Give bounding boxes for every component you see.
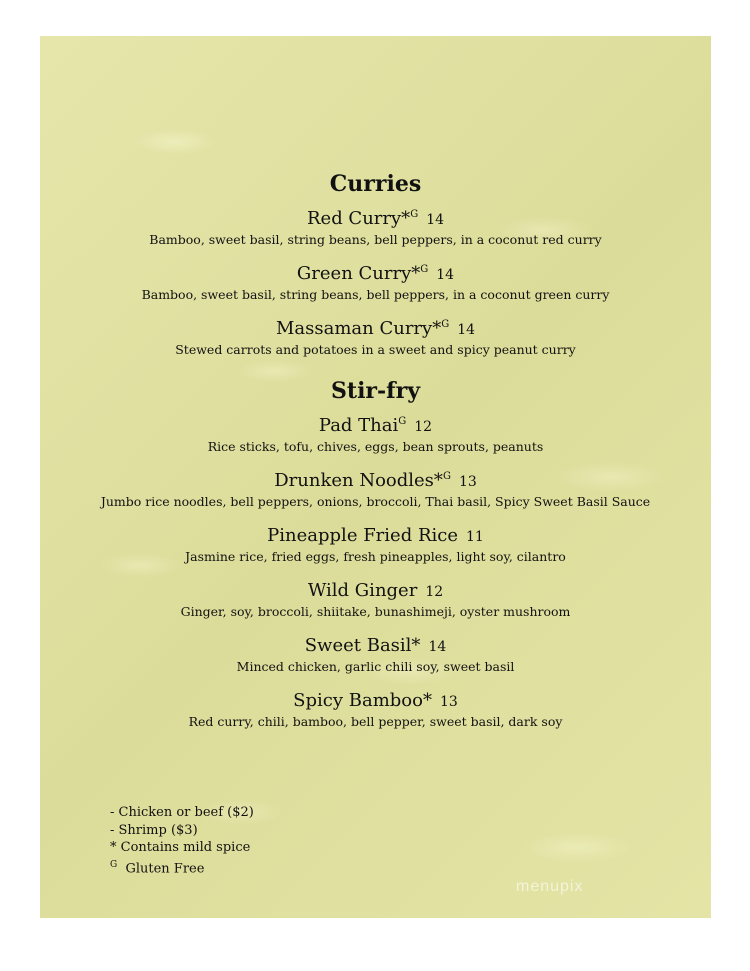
- item-description: Bamboo, sweet basil, string beans, bell peppers, in a coconut green curry: [141, 287, 610, 302]
- legend-shrimp: - Shrimp ($3): [110, 822, 198, 838]
- legend-chicken-beef: - Chicken or beef ($2): [110, 805, 254, 820]
- item-price: 12: [414, 419, 433, 435]
- legend-spice: * Contains mild spice: [110, 840, 251, 855]
- menu-item: [40, 576, 711, 620]
- menu-item: [40, 466, 711, 510]
- gluten-free-text: Gluten Free: [125, 860, 205, 876]
- item-description: Ginger, soy, broccoli, shiitake, bunashimeji, oyster mushroom: [180, 604, 571, 619]
- item-description: Jumbo rice noodles, bell peppers, onions, broccoli, Thai basil, Spicy Sweet Basil Sauce: [100, 494, 651, 509]
- item-price: 14: [436, 267, 455, 283]
- item-name-line: [40, 411, 711, 438]
- item-name: Pad Thai: [318, 415, 399, 436]
- gluten-free-mark: G: [410, 209, 419, 220]
- item-price: 13: [458, 474, 477, 490]
- menu-item: [40, 314, 711, 358]
- item-description: Red curry, chili, bamboo, bell pepper, sweet basil, dark soy: [188, 714, 563, 729]
- menu-item: [40, 204, 711, 248]
- item-name: Massaman Curry*: [275, 318, 442, 339]
- gluten-free-mark: G: [420, 264, 429, 275]
- section-gap: [40, 369, 711, 377]
- item-price: 14: [426, 212, 445, 228]
- item-name-line: [40, 466, 711, 493]
- item-price: 14: [457, 322, 476, 338]
- item-description: Stewed carrots and potatoes in a sweet and spicy peanut curry: [175, 342, 576, 357]
- menu-item: [40, 631, 711, 675]
- item-price: 11: [465, 529, 484, 545]
- item-name-line: [40, 576, 711, 603]
- item-name-line: [40, 314, 711, 341]
- item-name-line: [40, 521, 711, 548]
- item-name: Green Curry*: [296, 263, 421, 284]
- menu-item: [40, 521, 711, 565]
- item-price: 12: [425, 584, 444, 600]
- item-name: Drunken Noodles*: [274, 470, 443, 491]
- item-name-line: [40, 259, 711, 286]
- section-title-curries: Curries: [329, 171, 422, 197]
- item-description: Rice sticks, tofu, chives, eggs, bean sprouts, peanuts: [207, 439, 544, 454]
- item-name-line: [40, 204, 711, 231]
- menu-legend: [110, 804, 254, 877]
- item-price: 13: [439, 694, 458, 710]
- menupix-watermark: menupix: [516, 878, 584, 895]
- gluten-free-mark: G: [398, 416, 407, 427]
- menu-item: [40, 686, 711, 730]
- gluten-free-mark: G: [110, 859, 118, 870]
- item-name: Red Curry*: [306, 208, 411, 229]
- menu-item: [40, 259, 711, 303]
- item-description: Jasmine rice, fried eggs, fresh pineapples, light soy, cilantro: [185, 549, 566, 564]
- item-name: Spicy Bamboo*: [293, 690, 432, 711]
- item-name: Pineapple Fried Rice: [267, 525, 458, 546]
- item-description: Bamboo, sweet basil, string beans, bell peppers, in a coconut red curry: [149, 232, 602, 247]
- gluten-free-mark: G: [441, 319, 450, 330]
- legend-gluten-free: [110, 857, 254, 878]
- item-name-line: [40, 631, 711, 658]
- item-name: Sweet Basil*: [304, 635, 421, 656]
- item-name: Wild Ginger: [307, 580, 418, 601]
- section-title-stirfry: Stir-fry: [331, 378, 420, 404]
- menu-content: [40, 170, 711, 741]
- gluten-free-mark: G: [442, 471, 451, 482]
- item-description: Minced chicken, garlic chili soy, sweet basil: [236, 659, 515, 674]
- item-name-line: [40, 686, 711, 713]
- item-price: 14: [428, 639, 447, 655]
- menu-item: [40, 411, 711, 455]
